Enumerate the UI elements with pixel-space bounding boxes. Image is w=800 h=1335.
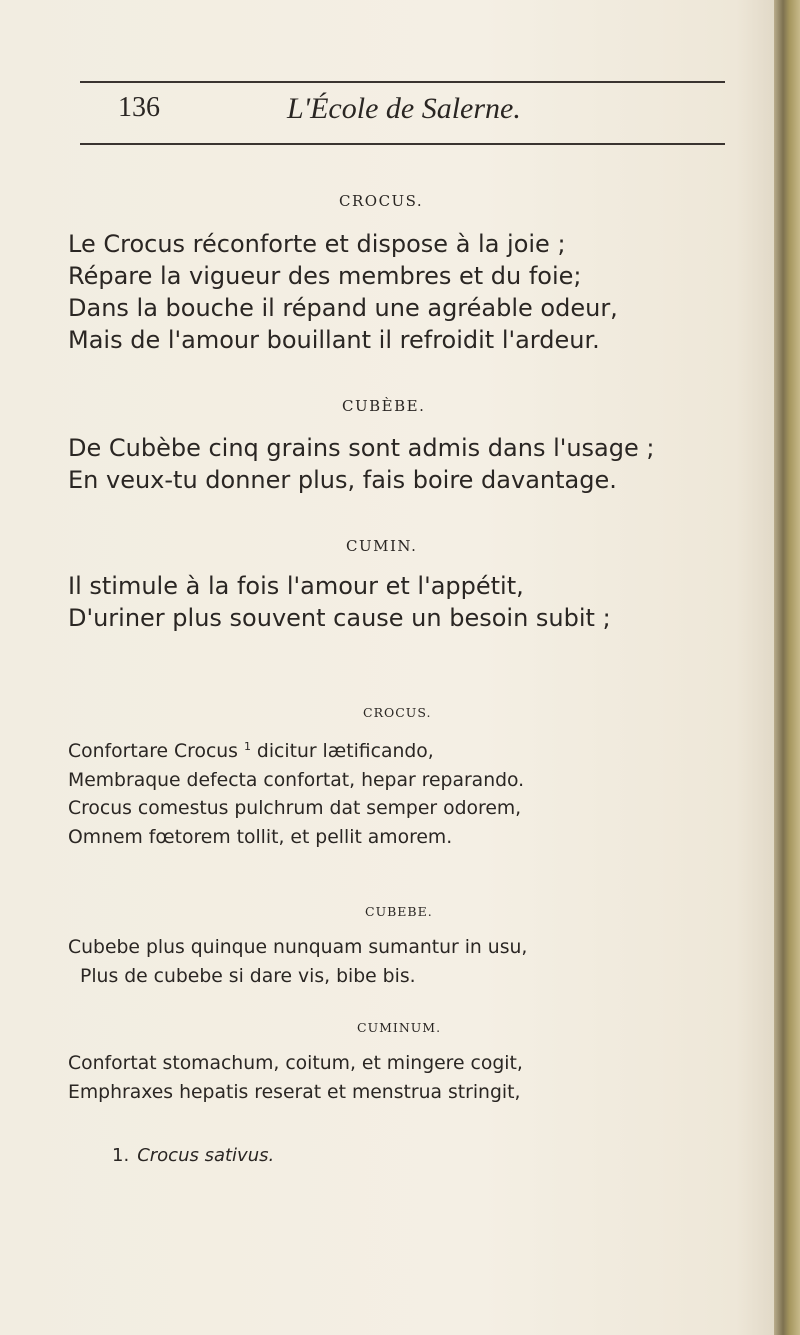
- verse-line: Il stimule à la fois l'amour et l'appétit,: [68, 572, 524, 600]
- footnote: [112, 1145, 274, 1166]
- verse-line: [68, 733, 524, 767]
- verse-cubebe-fr: [68, 432, 654, 496]
- verse-line: D'uriner plus souvent cause un besoin subit ;: [68, 604, 611, 632]
- verse-crocus-fr: [68, 228, 618, 356]
- footnote-number: 1.: [112, 1145, 130, 1166]
- section-heading-crocus-fr: CROCUS.: [339, 192, 424, 210]
- verse-line: Cubebe plus quinque nunquam sumantur in usu,: [68, 937, 528, 958]
- verse-line: Le Crocus réconforte et dispose à la joie ;: [68, 230, 566, 258]
- verse-line: En veux-tu donner plus, fais boire davantage.: [68, 466, 617, 494]
- verse-line: Omnem fœtorem tollit, et pellit amorem.: [68, 826, 453, 848]
- verse-cuminum-la: [68, 1050, 523, 1107]
- verse-text: dicitur lætificando,: [250, 741, 434, 762]
- verse-line: Confortat stomachum, coitum, et mingere cogit,: [68, 1053, 523, 1074]
- header-top-rule: [80, 81, 725, 83]
- verse-line: Mais de l'amour bouillant il refroidit l'ardeur.: [68, 326, 600, 354]
- running-header: [80, 92, 725, 136]
- footnote-text: Crocus sativus.: [137, 1145, 275, 1166]
- page-edge-shadow: [774, 0, 800, 1335]
- header-bottom-rule: [80, 143, 725, 145]
- verse-line: Répare la vigueur des membres et du foie;: [68, 262, 582, 290]
- section-heading-cuminum-la: CUMINUM.: [357, 1020, 442, 1035]
- section-heading-crocus-la: CROCUS.: [363, 705, 432, 720]
- running-title: L'École de Salerne.: [287, 92, 521, 125]
- verse-line: Membraque defecta confortat, hepar reparando.: [68, 769, 525, 791]
- section-heading-cubebe-la: CUBEBE.: [365, 904, 433, 919]
- footnote-marker: 1: [243, 740, 251, 753]
- verse-line: Emphraxes hepatis reserat et menstrua stringit,: [68, 1081, 521, 1103]
- section-heading-cubebe-fr: CUBÈBE.: [342, 397, 426, 415]
- verse-text: Confortare Crocus: [68, 741, 244, 762]
- verse-crocus-la: [68, 733, 524, 852]
- verse-cumin-fr: [68, 570, 611, 634]
- verse-cubebe-la: [68, 934, 527, 991]
- verse-line: De Cubèbe cinq grains sont admis dans l'usage ;: [68, 434, 655, 462]
- page-number: 136: [118, 92, 160, 123]
- verse-line: Dans la bouche il répand une agréable odeur,: [68, 294, 618, 322]
- verse-line: Crocus comestus pulchrum dat semper odorem,: [68, 798, 522, 819]
- verse-line: Plus de cubebe si dare vis, bibe bis.: [80, 965, 416, 987]
- section-heading-cumin-fr: CUMIN.: [346, 537, 418, 555]
